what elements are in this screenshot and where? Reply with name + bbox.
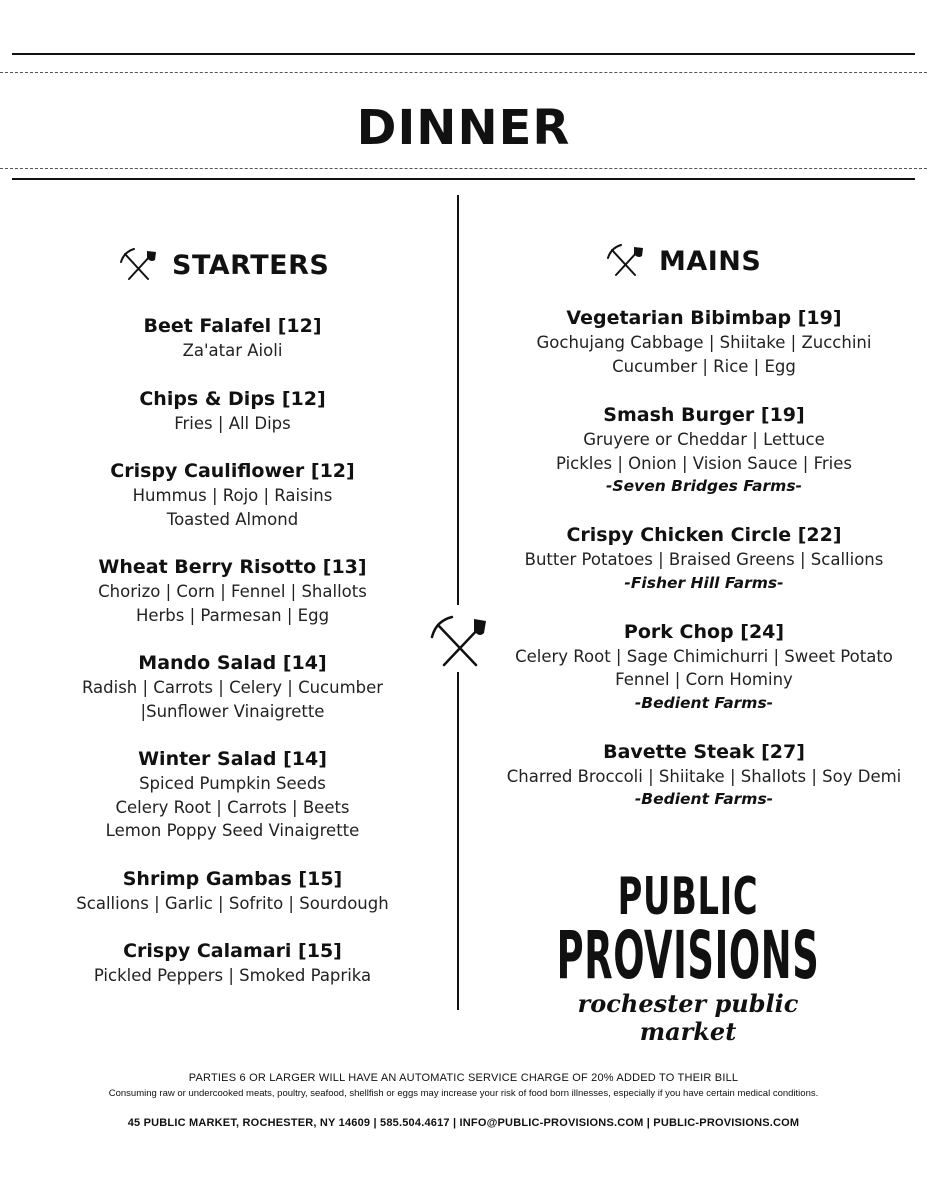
menu-item-farm: -Bedient Farms-: [634, 693, 774, 712]
restaurant-logo: [540, 867, 836, 1046]
starters-heading-label: STARTERS: [172, 249, 330, 281]
menu-item-name: Crispy Chicken Circle [22]: [566, 524, 842, 546]
menu-item: [60, 866, 405, 916]
menu-item-name: Pork Chop [24]: [623, 620, 785, 643]
menu-item: [60, 746, 405, 843]
menu-item-farm: -Fisher Hill Farms-: [624, 573, 784, 592]
menu-item-description: Celery Root | Carrots | Beets: [115, 797, 350, 817]
menu-item: [490, 305, 918, 378]
menu-item: [490, 739, 918, 812]
menu-item-description: Radish | Carrots | Celery | Cucumber: [81, 678, 384, 697]
mains-list: [490, 305, 918, 811]
menu-item: [60, 313, 405, 363]
menu-item-description: Pickled Peppers | Smoked Paprika: [93, 966, 372, 985]
menu-item-description: Chorizo | Corn | Fennel | Shallots: [98, 582, 367, 601]
menu-item-name: Bavette Steak [27]: [603, 740, 805, 763]
pickaxe-shovel-icon: [607, 244, 645, 278]
menu-item-description: Butter Potatoes | Braised Greens | Scallions: [524, 550, 884, 569]
menu-item-description: |Sunflower Vinaigrette: [140, 701, 325, 721]
menu-item-name: Chips & Dips [12]: [139, 387, 326, 410]
menu-item: [60, 650, 405, 723]
menu-item-description: Gochujang Cabbage | Shiitake | Zucchini: [536, 333, 872, 352]
menu-item-description: Spiced Pumpkin Seeds: [139, 774, 326, 793]
menu-item: [60, 554, 405, 627]
bottom-rule: [12, 178, 915, 180]
menu-item-description: Scallions | Garlic | Sofrito | Sourdough: [76, 893, 389, 913]
menu-item-name: Winter Salad [14]: [138, 748, 327, 770]
menu-item-farm: -Bedient Farms-: [634, 790, 774, 808]
menu-item-name: Mando Salad [14]: [138, 652, 327, 674]
mains-heading-label: MAINS: [659, 245, 762, 277]
menu-item-name: Beet Falafel [12]: [143, 315, 322, 337]
menu-item-description: Hummus | Rojo | Raisins: [132, 486, 333, 505]
menu-item: [60, 458, 405, 531]
logo-tagline: rochester public market: [577, 989, 799, 1046]
menu-item-description: Pickles | Onion | Vision Sauce | Fries: [555, 453, 853, 473]
menu-item-name: Crispy Calamari [15]: [123, 940, 342, 962]
logo-line-provisions: PROVISIONS: [556, 917, 820, 994]
bottom-dashed-rule: [0, 168, 927, 169]
menu-item-name: Shrimp Gambas [15]: [122, 867, 343, 890]
menu-item-name: Smash Burger [19]: [603, 404, 805, 426]
starters-list: [60, 313, 405, 988]
menu-item-name: Vegetarian Bibimbap [19]: [566, 307, 842, 329]
menu-item-description: Toasted Almond: [166, 509, 299, 529]
pickaxe-shovel-icon: [430, 615, 490, 671]
starters-heading: [120, 248, 329, 282]
top-rule: [12, 53, 915, 55]
menu-item-description: Fries | All Dips: [174, 413, 291, 433]
menu-item-description: Fennel | Corn Hominy: [615, 670, 793, 689]
menu-item: [60, 386, 405, 436]
menu-item-farm: -Seven Bridges Farms-: [606, 477, 802, 495]
menu-item-description: Herbs | Parmesan | Egg: [135, 605, 330, 625]
contact-line: 45 PUBLIC MARKET, ROCHESTER, NY 14609 | 585.504.4617 | INFO@PUBLIC-PROVISIONS.COM | PUBLIC-PROVISIONS.COM: [127, 1117, 800, 1129]
column-divider-top: [457, 195, 459, 605]
top-dashed-rule: [0, 72, 927, 73]
logo-line-public: PUBLIC: [617, 867, 759, 927]
food-safety-disclaimer: Consuming raw or undercooked meats, poultry, seafood, shellfish or eggs may increase your risk of food born illnesses, especially if you have certain medical conditions.: [108, 1088, 819, 1099]
pickaxe-shovel-icon: [120, 248, 158, 282]
mains-column: [490, 305, 918, 811]
menu-item-description: Lemon Poppy Seed Vinaigrette: [105, 821, 360, 840]
menu-item-description: Celery Root | Sage Chimichurri | Sweet Potato: [515, 646, 893, 666]
menu-item-description: Za'atar Aioli: [182, 341, 283, 360]
menu-item: [490, 619, 918, 715]
column-divider-bottom: [457, 672, 459, 1010]
menu-item: [60, 938, 405, 988]
menu-item-description: Charred Broccoli | Shiitake | Shallots | Soy Demi: [506, 766, 902, 786]
menu-item: [490, 522, 918, 595]
divider-icon-wrap: [430, 615, 490, 675]
service-charge-notice: PARTIES 6 OR LARGER WILL HAVE AN AUTOMATIC SERVICE CHARGE OF 20% ADDED TO THEIR BILL: [188, 1072, 739, 1084]
mains-heading: [607, 244, 761, 278]
menu-item: [490, 402, 918, 498]
starters-column: [60, 313, 405, 988]
menu-item-name: Crispy Cauliflower [12]: [110, 460, 355, 482]
menu-item-description: Gruyere or Cheddar | Lettuce: [583, 430, 825, 449]
menu-title: DINNER: [356, 100, 571, 156]
menu-item-name: Wheat Berry Risotto [13]: [98, 556, 367, 578]
menu-item-description: Cucumber | Rice | Egg: [612, 356, 796, 376]
